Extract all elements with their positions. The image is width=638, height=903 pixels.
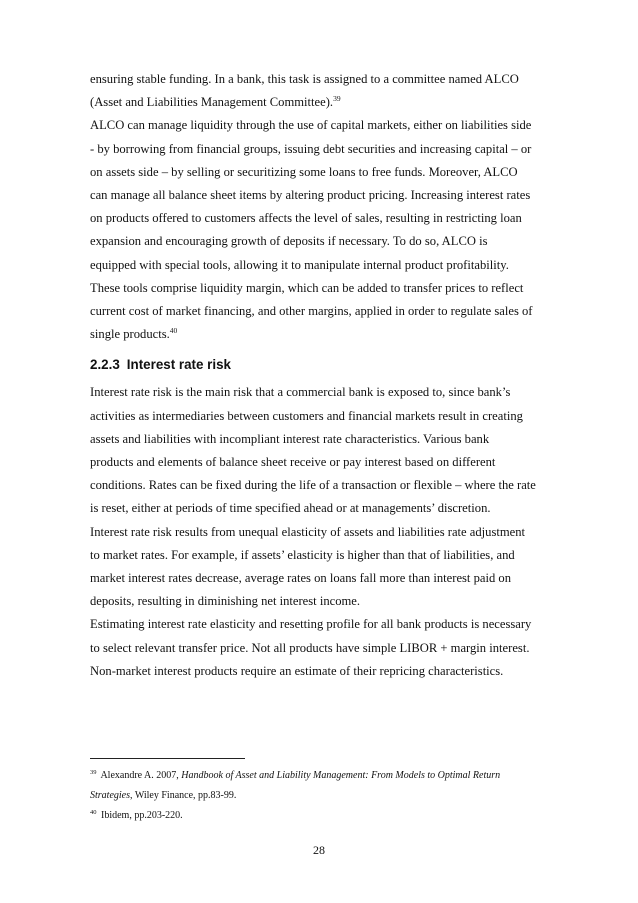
footnote-39-continued <box>90 786 550 806</box>
section-number: 2.2.3 <box>90 357 120 373</box>
text-line: ensuring stable funding. In a bank, this task is assigned to a committee named ALCO <box>90 72 519 86</box>
text-segment: single products. <box>90 327 170 342</box>
text-line: on products offered to customers affects the level of sales, resulting in restricting loan <box>90 211 522 226</box>
text-line: - by borrowing from financial groups, issuing debt securities and increasing capital – or <box>90 141 532 156</box>
text-line: Estimating interest rate elasticity and resetting profile for all bank products is necessary <box>90 617 532 632</box>
text-line: current cost of market financing, and other margins, applied in order to regulate sales of <box>90 304 533 319</box>
text-line: deposits, resulting in diminishing net interest income. <box>90 594 361 609</box>
footnote-separator <box>90 758 245 759</box>
text-line: activities as intermediaries between customers and financial markets result in creating <box>90 408 523 423</box>
text-line: Interest rate risk is the main risk that a commercial bank is exposed to, since bank’s <box>90 385 511 400</box>
section-title: Interest rate risk <box>126 357 231 373</box>
footnote-book-title: Handbook of Asset and Liability Management: From Models to Optimal Return <box>181 770 501 781</box>
text-segment: (Asset and Liabilities Management Committee). <box>90 95 334 110</box>
footnote-reference: 39 <box>333 94 341 104</box>
text-line <box>90 91 550 114</box>
page-number: 28 <box>313 843 325 857</box>
text-line: Non-market interest products require an estimate of their repricing characteristics. <box>90 663 504 678</box>
text-line: on assets side – by selling or securitizing some loans to free funds. Moreover, ALCO <box>90 164 518 179</box>
footnote-number: 40 <box>90 809 97 816</box>
text-line: Interest rate risk results from unequal elasticity of assets and liabilities rate adjustment <box>90 524 526 539</box>
footnote-author: Alexandre A. 2007, <box>100 770 179 781</box>
text-line: These tools comprise liquidity margin, which can be added to transfer prices to reflect <box>90 280 524 295</box>
paragraph-elasticity <box>90 521 550 614</box>
footnote-reference: 40 <box>169 326 178 336</box>
paragraph-alco-intro <box>90 68 550 114</box>
text-line: products and elements of balance sheet receive or pay interest based on different <box>90 455 496 470</box>
footnote-number: 39 <box>90 769 97 776</box>
text-line: expansion and encouraging growth of deposits if necessary. To do so, ALCO is <box>90 234 488 249</box>
section-heading <box>90 355 550 375</box>
footnote-book-title-cont: Strategies <box>90 790 130 801</box>
text-line: conditions. Rates can be fixed during the life of a transaction or flexible – where the rate <box>90 478 536 493</box>
text-line: assets and liabilities with incompliant interest rate characteristics. Various bank <box>90 431 490 446</box>
paragraph-interest-rate-risk <box>90 381 550 520</box>
footnotes <box>90 766 550 826</box>
text-line: ALCO can manage liquidity through the use of capital markets, either on liabilities side <box>90 118 532 133</box>
footnote-39 <box>90 766 550 786</box>
text-line: to market rates. For example, if assets’ elasticity is higher than that of liabilities, and <box>90 547 515 562</box>
text-line: market interest rates decrease, average rates on loans fall more than interest paid on <box>90 571 512 586</box>
text-line: to select relevant transfer price. Not all products have simple LIBOR + margin interest. <box>90 640 530 655</box>
footnote-publisher: , Wiley Finance, pp.83-99. <box>130 790 237 801</box>
paragraph-transfer-price <box>90 613 550 683</box>
text-line: equipped with special tools, allowing it to manipulate internal product profitability. <box>90 257 509 272</box>
page-body <box>90 68 550 683</box>
text-line <box>90 323 550 346</box>
text-line: is reset, either at periods of time specified ahead or at managements’ discretion. <box>90 501 491 516</box>
paragraph-alco-liquidity <box>90 114 550 346</box>
footnote-40 <box>90 806 550 826</box>
footnote-text: Ibidem, pp.203-220. <box>101 810 183 821</box>
text-line: can manage all balance sheet items by altering product pricing. Increasing interest rates <box>90 188 531 203</box>
